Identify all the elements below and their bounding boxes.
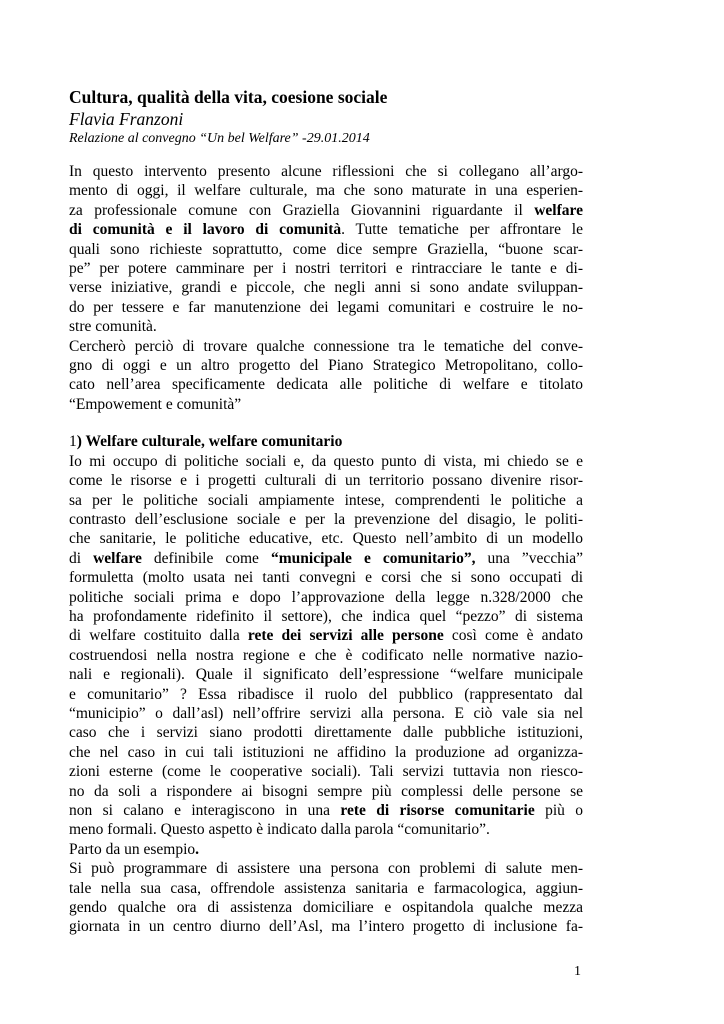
intro-paragraph <box>69 162 583 414</box>
text-line: “Empowement e comunità” <box>69 395 242 413</box>
text-line: non si calano e interagiscono in una rete di risorse comunitarie più o <box>69 802 583 819</box>
section-paragraph <box>69 452 583 937</box>
text-line: formuletta (molto usata nei tanti convegni e corsi che si sono occupati di <box>69 569 583 587</box>
bold-term: welfare <box>534 201 583 219</box>
text-line: Io mi occupo di politiche sociali e, da questo punto di vista, mi chiedo se e <box>69 452 583 470</box>
text-line: sa per le politiche sociali ampiamente intese, comprendenti le politiche a <box>69 491 583 509</box>
text-line: pe” per potere camminare per i nostri territori e rintracciare le tante e di- <box>69 260 583 278</box>
document-page <box>69 86 583 937</box>
text-line: gno di oggi e un altro progetto del Piano Strategico Metropolitano, collo- <box>69 357 583 375</box>
text-line: che sanitarie, le politiche educative, etc. Questo nell’ambito di un modello <box>69 530 583 548</box>
section-title: ) Welfare culturale, welfare comunitario <box>76 433 343 451</box>
text-line: politiche sociali prima e dopo l’approvazione della legge n.328/2000 che <box>69 588 583 606</box>
text-line: Parto da un esempio. <box>69 840 200 858</box>
section-number: 1 <box>69 433 77 451</box>
bold-term: di comunità e il lavoro di comunità <box>69 221 342 239</box>
text-line: stre comunità. <box>69 318 157 336</box>
text-line: mento di oggi, il welfare culturale, ma che sono maturate in una esperien- <box>69 182 583 200</box>
text-line: e comunitario” ? Essa ribadisce il ruolo del pubblico (rappresentato dal <box>69 685 583 703</box>
text-line: costruendosi nella nostra regione e che è codificato nelle normative nazio- <box>69 646 583 664</box>
text-line: meno formali. Questo aspetto è indicato dalla parola “comunitario”. <box>69 821 490 839</box>
text-line: quali sono richieste soprattutto, come dice sempre Graziella, “buone scar- <box>69 240 583 258</box>
text-line: do per tessere e far manutenzione dei legami comunitari e costruire le no- <box>69 298 583 316</box>
text-line: contrasto dell’esclusione sociale e per la prevenzione del disagio, le politi- <box>69 510 583 528</box>
text-line: Cercherò perciò di trovare qualche connessione tra le tematiche del conve- <box>69 337 583 355</box>
text-line: caso che i servizi siano prodotti direttamente dalle pubbliche istituzioni, <box>69 724 583 742</box>
text-line: di comunità e il lavoro di comunità. Tutte tematiche per affrontare le <box>69 221 583 239</box>
page-number: 1 <box>574 964 581 979</box>
text-line: di welfare costituito dalla rete dei servizi alle persone così come è andato <box>69 627 583 645</box>
document-title: Cultura, qualità della vita, coesione sociale <box>69 87 388 107</box>
text-line: verse iniziative, grandi e piccole, che negli anni si sono andate sviluppan- <box>69 279 583 297</box>
text-line: Si può programmare di assistere una persona con problemi di salute men- <box>69 860 583 878</box>
text-line: za professionale comune con Graziella Giovannini riguardante il welfare <box>69 201 583 219</box>
text-line: zioni esterne (come le cooperative sociali). Tali servizi tuttavia non riesco- <box>69 763 583 781</box>
text-line: In questo intervento presento alcune riflessioni che si collegano all’argo- <box>69 163 583 180</box>
text-line: giornata in un centro diurno dell’Asl, ma l’intero progetto di inclusione fa- <box>69 918 583 936</box>
text-line: gendo qualche ora di assistenza domiciliare e ospitandola qualche mezza <box>69 899 583 917</box>
text-line: di welfare definibile come “municipale e comunitario”, una ”vecchia” <box>69 549 584 567</box>
text-line: nali e regionali). Quale il significato dell’espressione “welfare municipale <box>69 666 583 684</box>
text-line: no da soli a rispondere ai bisogni sempre più complessi delle persone se <box>69 782 583 800</box>
bold-term: “municipale e comunitario”, <box>270 549 476 567</box>
bold-term: rete di risorse comunitarie <box>340 802 535 819</box>
bold-term: welfare <box>93 549 142 567</box>
bold-term: rete dei servizi alle persone <box>247 627 444 645</box>
author-name: Flavia Franzoni <box>69 109 184 129</box>
text-line: ha profondamente ridefinito il settore), che indica quel “pezzo” di sistema <box>69 607 583 625</box>
text-line: tale nella sua casa, offrendole assistenza sanitaria e farmacologica, aggiun- <box>69 879 583 897</box>
text-line: cato nell’area specificamente dedicata alle politiche di welfare e titolato <box>69 376 583 394</box>
document-subtitle: Relazione al convegno “Un bel Welfare” -29.01.2014 <box>69 131 370 146</box>
text-line: che nel caso in cui tali istituzioni ne affidino la produzione ad organizza- <box>69 743 583 761</box>
text-line: come le risorse e i progetti culturali di un territorio possano divenire risor- <box>69 472 583 490</box>
text-line: “municipio” o dall’asl) nell’offrire servizi alla persona. E ciò vale sia nel <box>69 704 583 722</box>
section-heading <box>69 432 583 451</box>
